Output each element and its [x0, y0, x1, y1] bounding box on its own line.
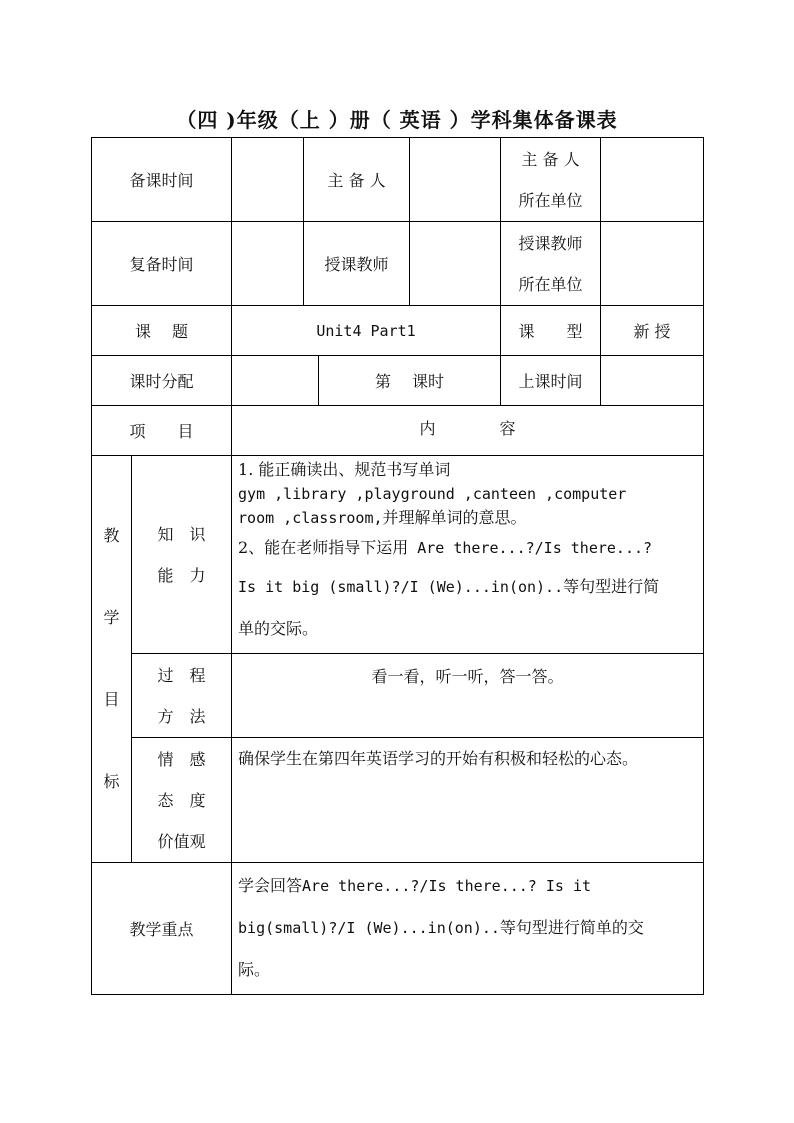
type-label: 课 型 [501, 306, 601, 356]
process-content: 看一看，听一听，答一答。 [232, 654, 704, 738]
key-points-content [232, 863, 704, 995]
goals-char-3: 目 [103, 690, 120, 709]
knowledge-line-3-words: room ,classroom, [238, 509, 383, 527]
emotion-content [232, 738, 704, 863]
prep-time-value[interactable] [232, 138, 304, 222]
key-points-line-1-pattern: Are there...?/Is there...? Is it [302, 877, 592, 895]
key-points-line-3: 际。 [238, 960, 271, 979]
knowledge-line-5-cn: 等句型进行简 [563, 577, 660, 596]
knowledge-line-3 [238, 506, 697, 530]
topic-label: 课 题 [92, 306, 232, 356]
teacher-label: 授课教师 [304, 222, 410, 306]
knowledge-line-2: gym ,library ,playground ,canteen ,computer [238, 485, 627, 503]
main-preparer-unit-line1: 主 备 人 [521, 149, 580, 169]
key-points-label: 教学重点 [92, 863, 232, 995]
main-preparer-label: 主 备 人 [304, 138, 410, 222]
emotion-text: 确保学生在第四年英语学习的开始有积极和轻松的心态。 [238, 749, 639, 768]
class-time-value[interactable] [601, 356, 704, 406]
knowledge-line-5-pattern: Is it big (small)?/I (We)...in(on).. [238, 578, 564, 596]
emotion-label-line1: 情 感 [157, 749, 206, 769]
knowledge-content [232, 456, 704, 654]
process-label-line2: 方 法 [157, 706, 206, 726]
knowledge-line-6: 单的交际。 [238, 619, 319, 638]
period-label: 第 课时 [319, 356, 501, 406]
emotion-label-line3: 价值观 [157, 831, 206, 851]
knowledge-line-5 [238, 566, 697, 608]
review-time-value[interactable] [232, 222, 304, 306]
process-label [132, 654, 232, 738]
key-points-line-1-cn: 学会回答 [238, 876, 303, 895]
content-label: 内 容 [232, 406, 704, 456]
knowledge-line-3-tail: 并理解单词的意思。 [382, 508, 527, 527]
hours-value[interactable] [232, 356, 319, 406]
prep-time-label: 备课时间 [92, 138, 232, 222]
goals-char-1: 教 [103, 526, 120, 545]
main-preparer-value[interactable] [410, 138, 501, 222]
page-title: （四 )年级（上 ）册（ 英语 ）学科集体备课表 [176, 108, 618, 132]
key-points-line-2-cn: 等句型进行简单的交 [499, 918, 644, 937]
knowledge-line-4 [238, 530, 697, 566]
teacher-unit-line1: 授课教师 [518, 233, 583, 253]
class-time-label: 上课时间 [501, 356, 601, 406]
type-value: 新 授 [601, 306, 704, 356]
knowledge-label-line2: 能 力 [157, 565, 206, 585]
key-points-line-1 [238, 865, 697, 907]
knowledge-line-4-cn: 2、能在老师指导下运用 [238, 538, 409, 557]
goals-char-2: 学 [103, 608, 120, 627]
topic-value: Unit4 Part1 [232, 306, 501, 356]
hours-label: 课时分配 [92, 356, 232, 406]
lesson-plan-table [91, 137, 704, 995]
teacher-unit-line2: 所在单位 [518, 274, 583, 294]
teacher-value[interactable] [410, 222, 501, 306]
teacher-unit-label [501, 222, 601, 306]
key-points-line-2-pattern: big(small)?/I (We)...in(on).. [238, 919, 500, 937]
teaching-goals-label [92, 456, 132, 863]
item-label: 项 目 [92, 406, 232, 456]
knowledge-label-line1: 知 识 [157, 524, 206, 544]
main-preparer-unit-value[interactable] [601, 138, 704, 222]
goals-char-4: 标 [103, 772, 120, 791]
teacher-unit-value[interactable] [601, 222, 704, 306]
knowledge-label [132, 456, 232, 654]
knowledge-line-1: 1. 能正确读出、规范书写单词 [238, 460, 451, 479]
emotion-label [132, 738, 232, 863]
emotion-label-line2: 态 度 [157, 790, 206, 810]
key-points-line-2 [238, 907, 697, 949]
process-label-line1: 过 程 [157, 665, 206, 685]
main-preparer-unit-label [501, 138, 601, 222]
main-preparer-unit-line2: 所在单位 [518, 190, 583, 210]
knowledge-line-4-pattern: Are there...?/Is there...? [408, 539, 653, 557]
review-time-label: 复备时间 [92, 222, 232, 306]
